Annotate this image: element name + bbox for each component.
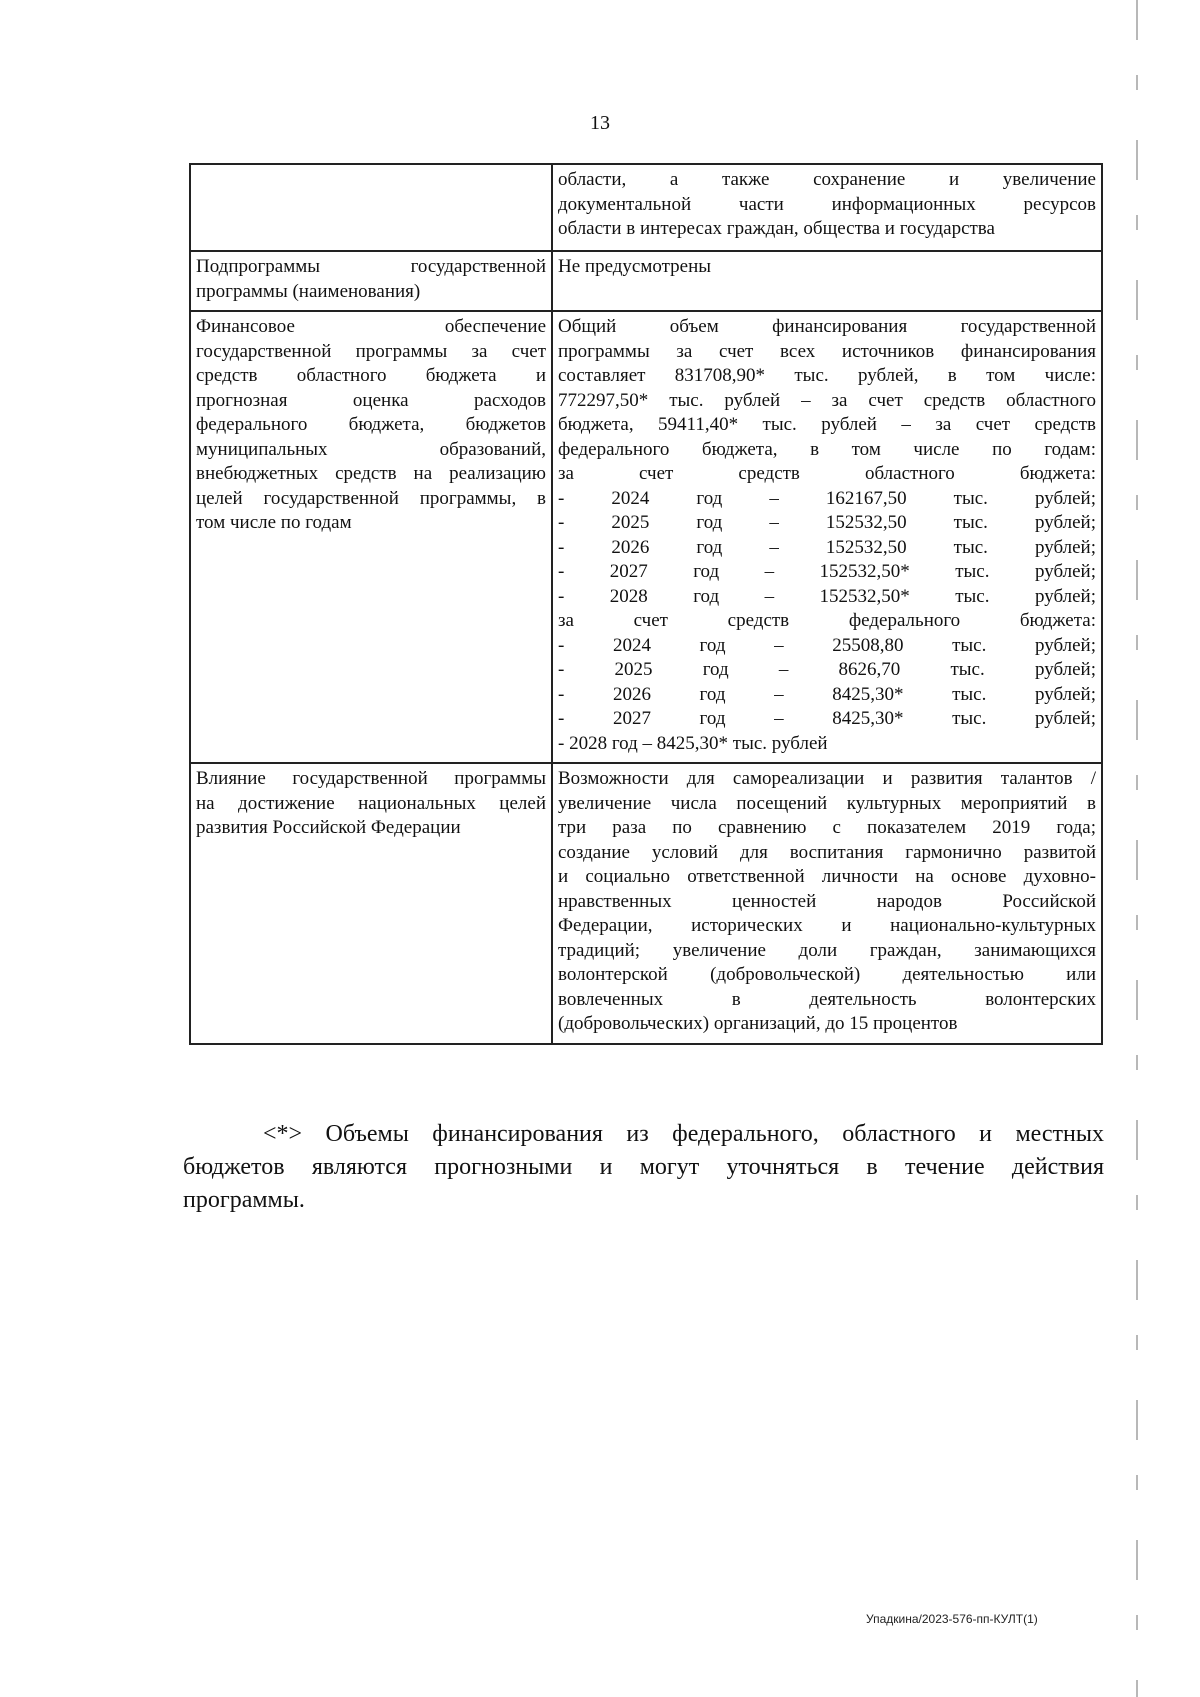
value-line: - 2024 год – 25508,80 тыс. рублей; — [558, 634, 1096, 656]
value-line: - 2026 год – 8425,30* тыс. рублей; — [558, 683, 1096, 705]
value-line: программы за счет всех источников финансирования — [558, 340, 1096, 362]
parameter-label-cell — [190, 164, 552, 251]
value-line: создание условий для воспитания гармонично развитой — [558, 841, 1096, 863]
value-line: за счет средств областного бюджета: — [558, 463, 1096, 484]
label-line: средств областного бюджета и — [196, 365, 546, 386]
parameter-value-cell — [552, 311, 1102, 763]
value-line: области, а также сохранение и увеличение — [558, 169, 1096, 190]
value-line: традиций; увеличение доли граждан, занимающихся — [558, 939, 1096, 961]
value-line: Не предусмотрены — [558, 256, 712, 277]
label-line: внебюджетных средств на реализацию — [196, 463, 546, 484]
value-line: области в интересах граждан, общества и государства — [558, 218, 995, 239]
value-line: нравственных ценностей народов Российской — [558, 890, 1096, 912]
label-line: муниципальных образований, — [196, 438, 546, 460]
value-line: три раза по сравнению с показателем 2019 года; — [558, 817, 1096, 838]
table-row — [190, 311, 1102, 763]
value-line: - 2025 год – 8626,70 тыс. рублей; — [558, 659, 1096, 680]
label-line: том числе по годам — [196, 512, 352, 533]
label-line: развития Российской Федерации — [196, 817, 461, 838]
value-line: 772297,50* тыс. рублей – за счет средств областного — [558, 389, 1096, 411]
label-line: программы (наименования) — [196, 280, 421, 302]
financing-footnote — [183, 1118, 1104, 1217]
label-line: целей государственной программы, в — [196, 487, 546, 509]
value-line: и социально ответственной личности на основе духовно- — [558, 866, 1096, 887]
label-line: Влияние государственной программы — [196, 768, 546, 789]
parameter-label-cell — [190, 251, 552, 311]
value-line: составляет 831708,90* тыс. рублей, в том числе: — [558, 365, 1096, 386]
table-row — [190, 164, 1102, 251]
footnote-line: бюджетов являются прогнозными и могут уточняться в течение действия — [183, 1154, 1104, 1180]
value-line: документальной части информационных ресурсов — [558, 193, 1096, 215]
value-line: Общий объем финансирования государственной — [558, 316, 1096, 337]
label-line: на достижение национальных целей — [196, 792, 546, 814]
value-line: - 2028 год – 8425,30* тыс. рублей — [558, 732, 828, 754]
value-line: - 2027 год – 8425,30* тыс. рублей; — [558, 708, 1096, 729]
value-line: Возможности для самореализации и развития талантов / — [558, 768, 1096, 789]
value-line: волонтерской (добровольческой) деятельностью или — [558, 964, 1096, 985]
value-line: федерального бюджета, в том числе по годам: — [558, 438, 1096, 460]
value-line: - 2028 год – 152532,50* тыс. рублей; — [558, 585, 1096, 607]
parameter-label-cell — [190, 763, 552, 1044]
scan-edge-artifact — [1136, 0, 1138, 1697]
table-row — [190, 251, 1102, 311]
label-line: государственной программы за счет — [196, 340, 546, 362]
program-passport-table — [189, 163, 1103, 1045]
parameter-value-cell — [552, 164, 1102, 251]
parameter-label-cell — [190, 311, 552, 763]
page-number: 13 — [590, 112, 610, 134]
value-line: за счет средств федерального бюджета: — [558, 610, 1096, 631]
value-line: (добровольческих) организаций, до 15 процентов — [558, 1013, 958, 1034]
parameter-value-cell — [552, 251, 1102, 311]
value-line: Федерации, исторических и национально-культурных — [558, 915, 1096, 936]
label-line: федерального бюджета, бюджетов — [196, 414, 546, 435]
value-line: вовлеченных в деятельность волонтерских — [558, 988, 1096, 1010]
value-line: - 2027 год – 152532,50* тыс. рублей; — [558, 561, 1096, 582]
value-line: - 2025 год – 152532,50 тыс. рублей; — [558, 512, 1096, 533]
footnote-line: программы. — [183, 1187, 305, 1213]
document-registry-stamp: Упадкина/2023-576-пп-КУЛТ(1) — [866, 1612, 1038, 1626]
value-line: бюджета, 59411,40* тыс. рублей – за счет средств — [558, 414, 1096, 435]
table-row — [190, 763, 1102, 1044]
value-line: - 2026 год – 152532,50 тыс. рублей; — [558, 536, 1096, 558]
label-line: прогнозная оценка расходов — [196, 389, 546, 411]
label-line: Подпрограммы государственной — [196, 256, 546, 277]
value-line: увеличение числа посещений культурных мероприятий в — [558, 792, 1096, 814]
value-line: - 2024 год – 162167,50 тыс. рублей; — [558, 487, 1096, 509]
label-line: Финансовое обеспечение — [196, 316, 546, 337]
parameter-value-cell — [552, 763, 1102, 1044]
footnote-line: <*> Объемы финансирования из федерального, областного и местных — [263, 1121, 1104, 1147]
